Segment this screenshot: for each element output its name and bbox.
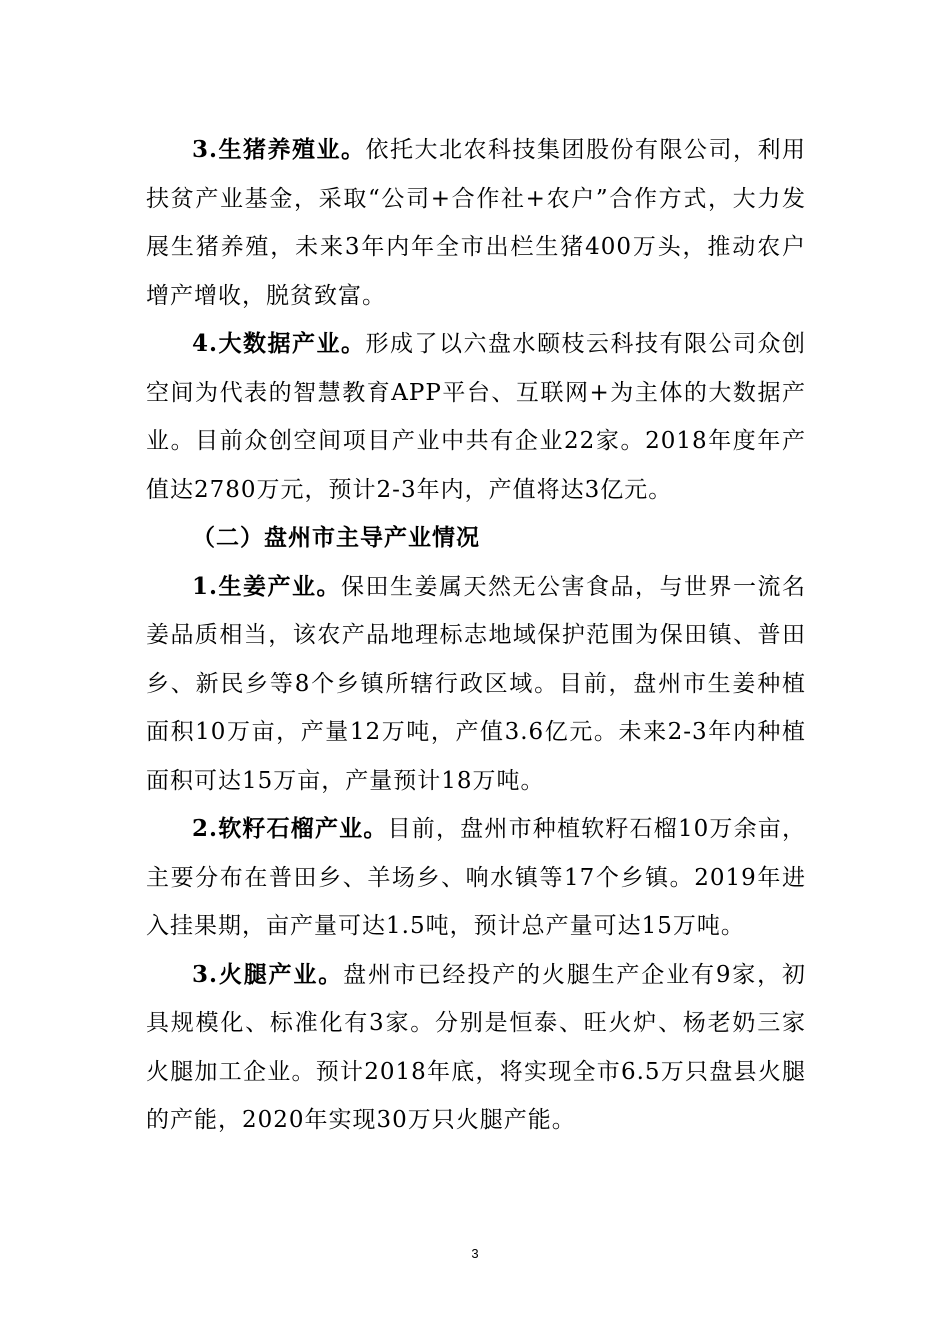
page-number: 3: [471, 1246, 479, 1261]
paragraph-ginger: [146, 563, 806, 806]
paragraph-pomegranate: [146, 805, 806, 951]
document-body: [146, 126, 806, 1145]
paragraph-lead: 1.生姜产业。: [192, 572, 342, 600]
paragraph-text: 依托大北农科技集团股份有限公司，利用扶贫产业基金，采取“公司+合作社+农户”合作方式，大力发展生猪养殖，未来3年内年全市出栏生猪400万头，推动农户增产增收，脱贫致富。: [146, 137, 807, 309]
paragraph-text: 保田生姜属天然无公害食品，与世界一流名姜品质相当，该农产品地理标志地域保护范围为保田镇、普田乡、新民乡等8个乡镇所辖行政区域。目前，盘州市生姜种植面积10万亩，产量12万吨，产值3.6亿元。未来2-3年内种植面积可达15万亩，产量预计18万吨。: [146, 573, 807, 794]
paragraph-ham: [146, 951, 806, 1145]
paragraph-lead: 3.火腿产业。: [192, 960, 344, 988]
paragraph-text: 形成了以六盘水颐枝云科技有限公司众创空间为代表的智慧教育APP平台、互联网+为主体的大数据产业。目前众创空间项目产业中共有企业22家。2018年度年产值达2780万元，预计2-3年内，产值将达3亿元。: [146, 331, 807, 503]
section-heading: （二）盘州市主导产业情况: [192, 524, 480, 551]
paragraph-pig-farming: [146, 126, 806, 320]
paragraph-text: 目前，盘州市种植软籽石榴10万余亩，主要分布在普田乡、羊场乡、响水镇等17个乡镇。2019年进入挂果期，亩产量可达1.5吨，预计总产量可达15万吨。: [146, 816, 806, 939]
paragraph-text: 盘州市已经投产的火腿生产企业有9家，初具规模化、标准化有3家。分别是恒泰、旺火炉、杨老奶三家火腿加工企业。预计2018年底，将实现全市6.5万只盘县火腿的产能，2020年实现30万只火腿产能。: [146, 961, 807, 1133]
paragraph-lead: 3.生猪养殖业。: [192, 136, 366, 163]
paragraph-big-data: [146, 320, 806, 514]
paragraph-lead: 4.大数据产业。: [192, 330, 366, 357]
paragraph-lead: 2.软籽石榴产业。: [192, 815, 388, 842]
